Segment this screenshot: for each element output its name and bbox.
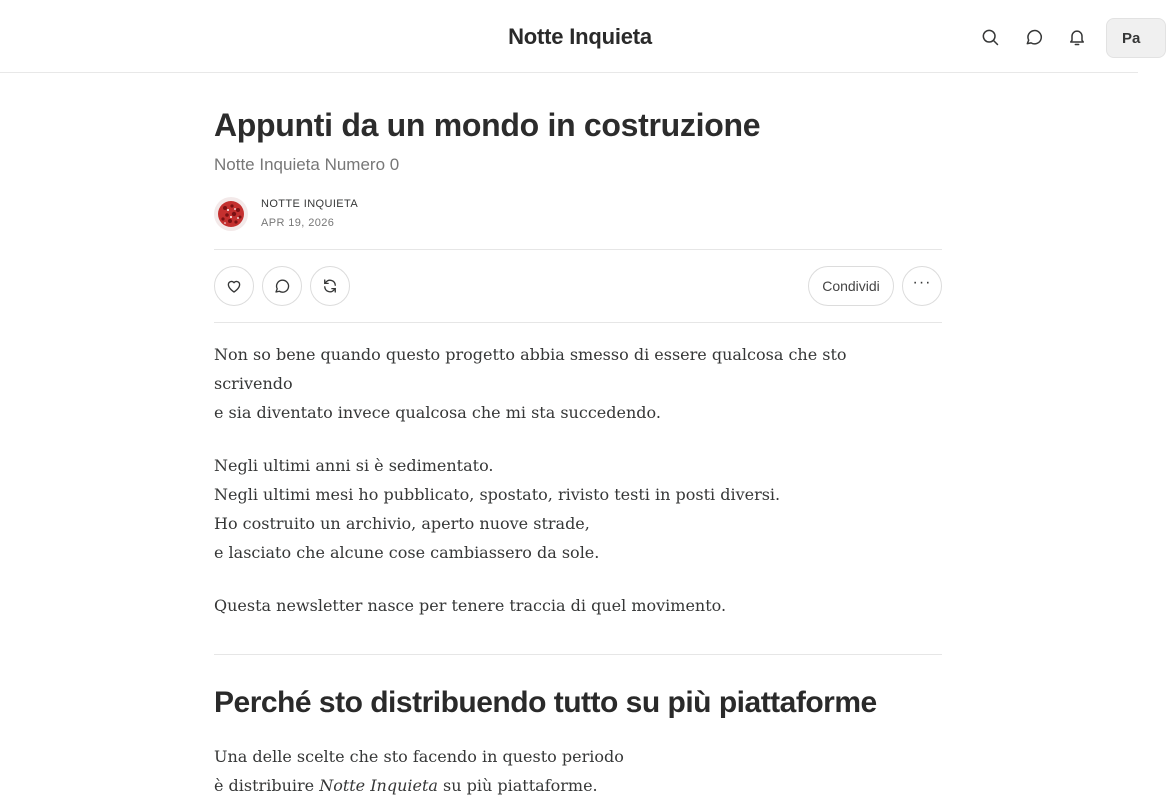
text-line bbox=[214, 771, 942, 800]
text-line: Una delle scelte che sto facendo in questo periodo bbox=[214, 747, 624, 766]
text-fragment: su più piattaforme. bbox=[437, 776, 598, 795]
search-icon[interactable] bbox=[977, 24, 1003, 50]
section-heading: Perché sto distribuendo tutto su più piattaforme bbox=[214, 686, 877, 719]
text-line: Questa newsletter nasce per tenere traccia di quel movimento. bbox=[214, 596, 727, 615]
text-line: Ho costruito un archivio, aperto nuove strade, bbox=[214, 514, 590, 533]
post-date: APR 19, 2026 bbox=[261, 217, 335, 229]
comment-icon bbox=[273, 277, 291, 295]
post-subtitle: Notte Inquieta Numero 0 bbox=[214, 155, 400, 174]
text-line: Non so bene quando questo progetto abbia smesso di essere qualcosa che sto bbox=[214, 345, 847, 364]
more-options-button[interactable] bbox=[902, 266, 942, 306]
paragraph bbox=[214, 742, 942, 800]
restack-button[interactable] bbox=[310, 266, 350, 306]
like-button[interactable] bbox=[214, 266, 254, 306]
divider bbox=[214, 322, 942, 323]
publication-title[interactable]: Notte Inquieta bbox=[508, 24, 652, 49]
post-title: Appunti da un mondo in costruzione bbox=[214, 107, 761, 143]
restack-icon bbox=[321, 277, 339, 295]
heart-icon bbox=[225, 277, 243, 295]
bell-icon[interactable] bbox=[1064, 24, 1090, 50]
text-line: e lasciato che alcune cose cambiassero da sole. bbox=[214, 543, 600, 562]
header-button[interactable]: Pa bbox=[1106, 18, 1166, 58]
emphasis-text: Notte Inquieta bbox=[319, 776, 438, 795]
byline-text bbox=[261, 195, 358, 233]
byline bbox=[214, 195, 358, 233]
text-fragment: è distribuire bbox=[214, 776, 320, 795]
section-divider bbox=[214, 654, 942, 655]
text-line: Negli ultimi anni si è sedimentato. bbox=[214, 456, 494, 475]
paragraph bbox=[214, 340, 942, 427]
share-button[interactable]: Condividi bbox=[808, 266, 894, 306]
comment-button[interactable] bbox=[262, 266, 302, 306]
divider bbox=[214, 249, 942, 250]
author-name[interactable]: NOTTE INQUIETA bbox=[261, 198, 359, 210]
chat-icon[interactable] bbox=[1021, 24, 1047, 50]
text-line: Negli ultimi mesi ho pubblicato, spostato, rivisto testi in posti diversi. bbox=[214, 485, 781, 504]
top-navigation-bar bbox=[0, 0, 1141, 73]
text-line: scrivendo bbox=[214, 374, 293, 393]
more-icon: ··· bbox=[912, 274, 932, 291]
author-avatar[interactable] bbox=[214, 197, 248, 231]
paragraph bbox=[214, 591, 942, 620]
paragraph bbox=[214, 451, 942, 567]
text-line: e sia diventato invece qualcosa che mi sta succedendo. bbox=[214, 403, 661, 422]
